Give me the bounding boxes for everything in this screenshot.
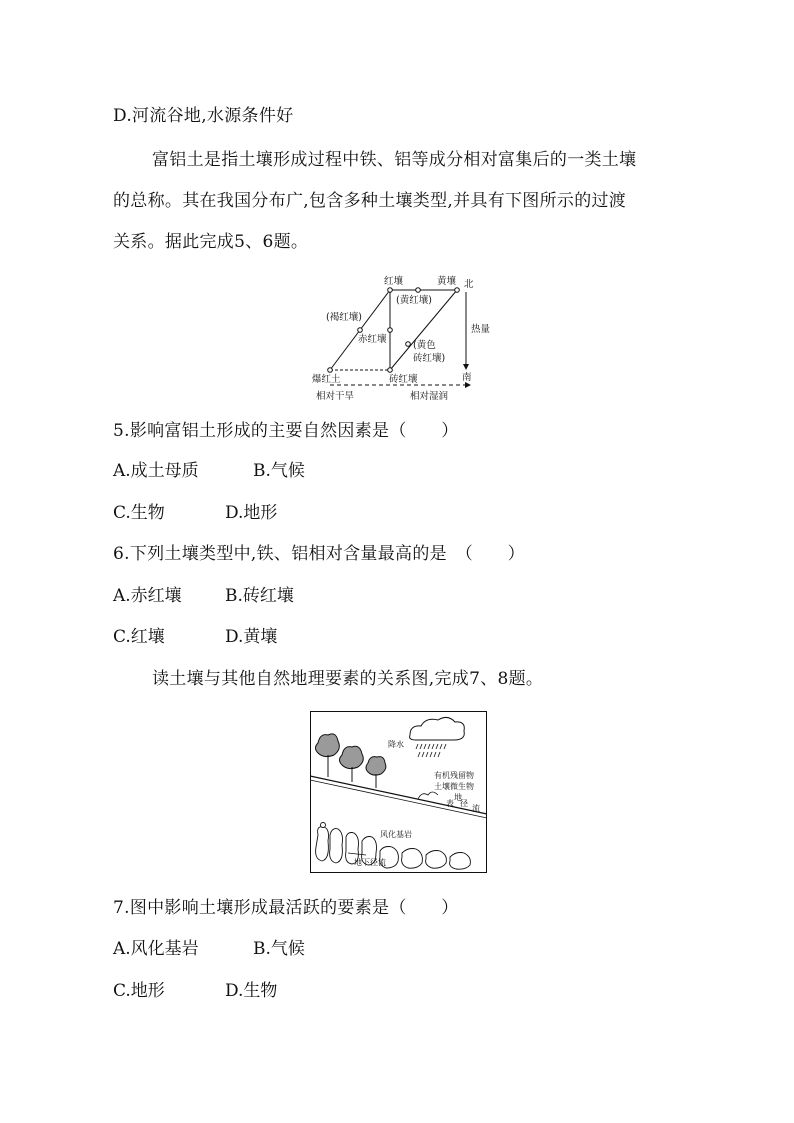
q7-option-c: C.地形 (113, 981, 165, 1001)
node-chihong (388, 328, 393, 333)
label-precipitation: 降水 (388, 740, 404, 749)
label-huangse-2: 砖红壤) (413, 353, 446, 364)
passage2: 读土壤与其他自然地理要素的关系图,完成7、8题。 (152, 669, 544, 689)
label-surface-biao: 表 (446, 799, 454, 808)
passage1-line1: 富铝土是指土壤形成过程中铁、铝等成分相对富集后的一类土壤 (152, 150, 637, 170)
q6-option-d: D.黄壤 (225, 627, 278, 647)
q7-option-b: B.气候 (253, 939, 305, 959)
q5-option-c: C.生物 (113, 503, 165, 523)
label-weathered-bedrock: 风化基岩 (380, 830, 412, 839)
label-zhuanhong: 砖红壤 (389, 374, 418, 385)
q7-option-a: A.风化基岩 (113, 939, 199, 959)
label-north: 北 (464, 279, 474, 290)
node-hehong (358, 328, 363, 333)
label-south: 南 (462, 372, 472, 383)
q6-option-a: A.赤红壤 (113, 586, 182, 606)
passage1-line2: 的总称。其在我国分布广,包含多种土壤类型,并具有下图所示的过渡 (113, 191, 627, 211)
node-zhuanhong (388, 368, 393, 373)
label-chihong: 赤红壤 (358, 334, 387, 345)
label-groundwater: 地下径流 (354, 858, 386, 867)
label-lanhongtu: 爆红土 (312, 374, 341, 385)
q6-option-b: B.砖红壤 (225, 586, 294, 606)
node-hongrang (388, 288, 393, 293)
q7-option-d: D.生物 (225, 981, 278, 1001)
label-huangrang: 黄壤 (437, 276, 457, 287)
label-organic-residue: 有机残留物 (434, 771, 474, 780)
label-relatively-dry: 相对干旱 (316, 391, 355, 402)
node-huanghong (416, 288, 421, 293)
label-relatively-humid: 相对湿润 (410, 391, 449, 402)
q7-stem: 7.图中影响土壤形成最活跃的要素是（ ） (113, 898, 459, 918)
q6-stem: 6.下列土壤类型中,铁、铝相对含量最高的是 （ ） (113, 544, 525, 564)
q5-option-a: A.成土母质 (113, 461, 199, 481)
label-huangse-1: (黄色 (413, 340, 436, 351)
soil-transition-diagram (300, 268, 500, 404)
q5-option-b: B.气候 (253, 461, 305, 481)
node-huangse-zhuanhong (406, 342, 411, 347)
node-lanhongtu (328, 368, 333, 373)
soil-factors-diagram (310, 711, 488, 874)
node-huangrang (455, 288, 460, 293)
q4-option-d: D.河流谷地,水源条件好 (113, 106, 294, 126)
q5-option-d: D.地形 (225, 503, 278, 523)
passage1-line3: 关系。据此完成5、6题。 (113, 232, 309, 252)
label-surface-jing: 径 (460, 799, 468, 808)
label-heat: 热量 (471, 324, 491, 335)
label-hongrang: 红壤 (384, 276, 404, 287)
label-soil-microbes: 土壤微生物 (434, 782, 474, 791)
label-huanghong: (黄红壤) (396, 295, 432, 306)
q6-option-c: C.红壤 (113, 627, 165, 647)
heat-arrowhead (463, 364, 469, 370)
label-surface-liu: 流 (472, 804, 480, 813)
label-surface-di: 地 (454, 793, 462, 802)
label-hehong: (褐红壤) (326, 312, 362, 323)
q5-stem: 5.影响富铝土形成的主要自然因素是（ ） (113, 421, 459, 441)
